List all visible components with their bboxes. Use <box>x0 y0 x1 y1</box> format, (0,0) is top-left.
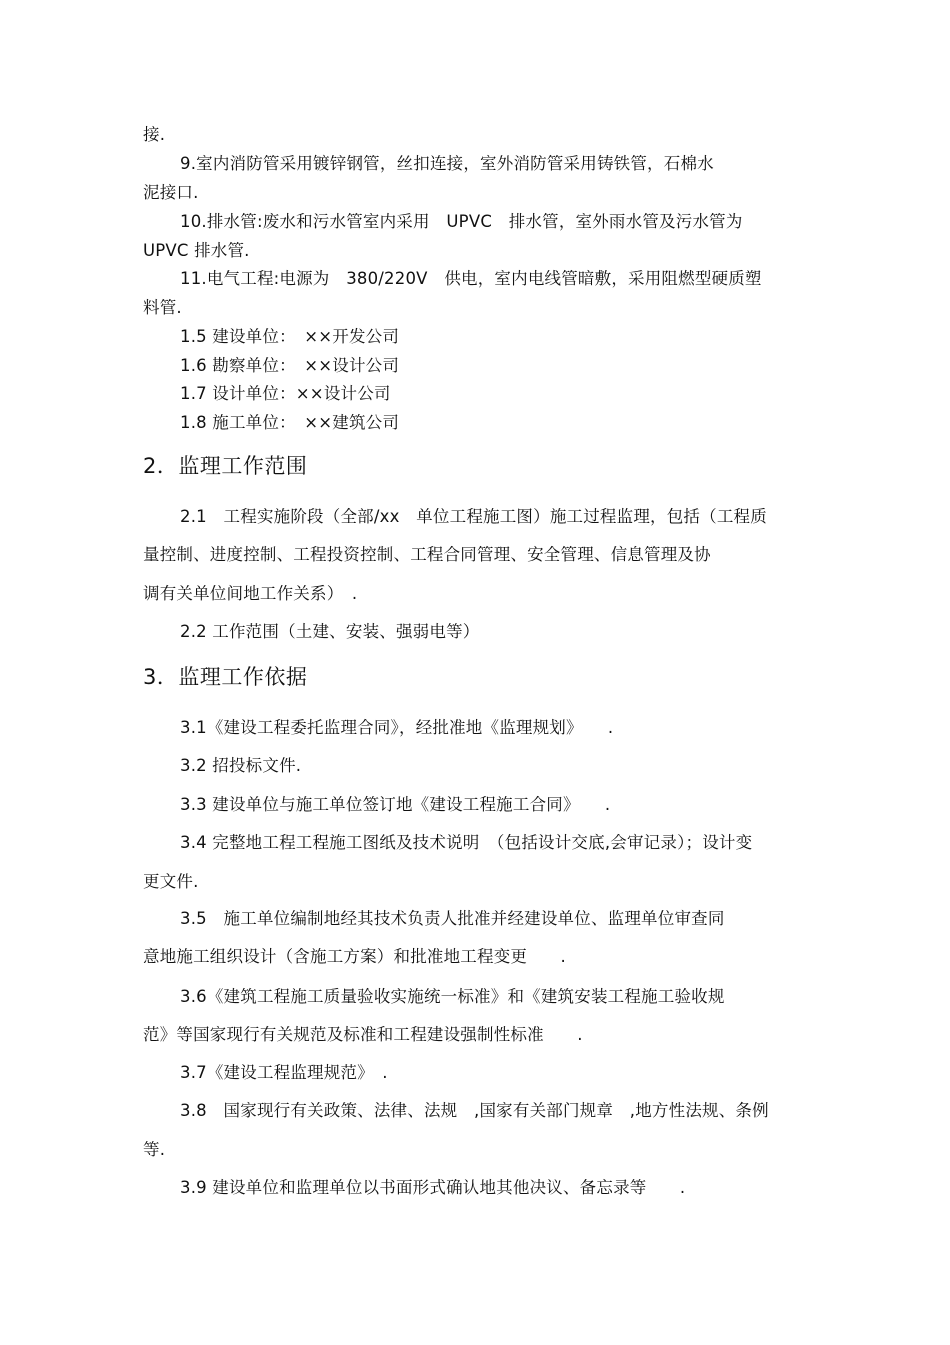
text-line: 2.2 工作范围（土建、安装、强弱电等） <box>180 622 480 641</box>
text-line: 等. <box>143 1140 166 1159</box>
text-line: 接. <box>143 125 166 144</box>
text-line: 9.室内消防管采用镀锌钢管，丝扣连接，室外消防管采用铸铁管，石棉水 <box>180 154 714 173</box>
section-heading: 2．监理工作范围 <box>143 454 308 478</box>
text-line: 更文件. <box>143 872 199 891</box>
text-line: 泥接口. <box>143 183 199 202</box>
text-line: 3.7《建设工程监理规范》 . <box>180 1063 388 1082</box>
text-line: UPVC 排水管. <box>143 241 250 260</box>
section-heading: 3．监理工作依据 <box>143 665 308 689</box>
text-line: 11.电气工程:电源为 380/220V 供电，室内电线管暗敷，采用阻燃型硬质塑 <box>180 269 762 288</box>
text-line: 料管. <box>143 298 182 317</box>
text-line: 调有关单位间地工作关系） . <box>143 584 358 603</box>
text-line: 3.5 施工单位编制地经其技术负责人批准并经建设单位、监理单位审查同 <box>180 909 725 928</box>
text-line: 1.5 建设单位： ××开发公司 <box>180 327 400 346</box>
text-line: 3.4 完整地工程工程施工图纸及技术说明 （包括设计交底,会审记录）；设计变 <box>180 833 753 852</box>
text-line: 1.8 施工单位： ××建筑公司 <box>180 413 400 432</box>
text-line: 量控制、进度控制、工程投资控制、工程合同管理、安全管理、信息管理及协 <box>143 545 711 564</box>
text-line: 3.2 招投标文件. <box>180 756 302 775</box>
text-line: 10.排水管:废水和污水管室内采用 UPVC 排水管，室外雨水管及污水管为 <box>180 212 743 231</box>
text-line: 范》等国家现行有关规范及标准和工程建设强制性标准 . <box>143 1025 583 1044</box>
text-line: 3.8 国家现行有关政策、法律、法规 ,国家有关部门规章 ,地方性法规、条例 <box>180 1101 769 1120</box>
text-line: 1.7 设计单位：××设计公司 <box>180 384 391 403</box>
text-line: 2.1 工程实施阶段（全部/xx 单位工程施工图）施工过程监理，包括（工程质 <box>180 507 767 526</box>
text-line: 意地施工组织设计（含施工方案）和批准地工程变更 . <box>143 947 566 966</box>
text-line: 1.6 勘察单位： ××设计公司 <box>180 356 400 375</box>
text-line: 3.3 建设单位与施工单位签订地《建设工程施工合同》 . <box>180 795 611 814</box>
text-line: 3.1《建设工程委托监理合同》，经批准地《监理规划》 . <box>180 718 614 737</box>
text-line: 3.9 建设单位和监理单位以书面形式确认地其他决议、备忘录等 . <box>180 1178 686 1197</box>
text-line: 3.6《建筑工程施工质量验收实施统一标准》和《建筑安装工程施工验收规 <box>180 987 725 1006</box>
